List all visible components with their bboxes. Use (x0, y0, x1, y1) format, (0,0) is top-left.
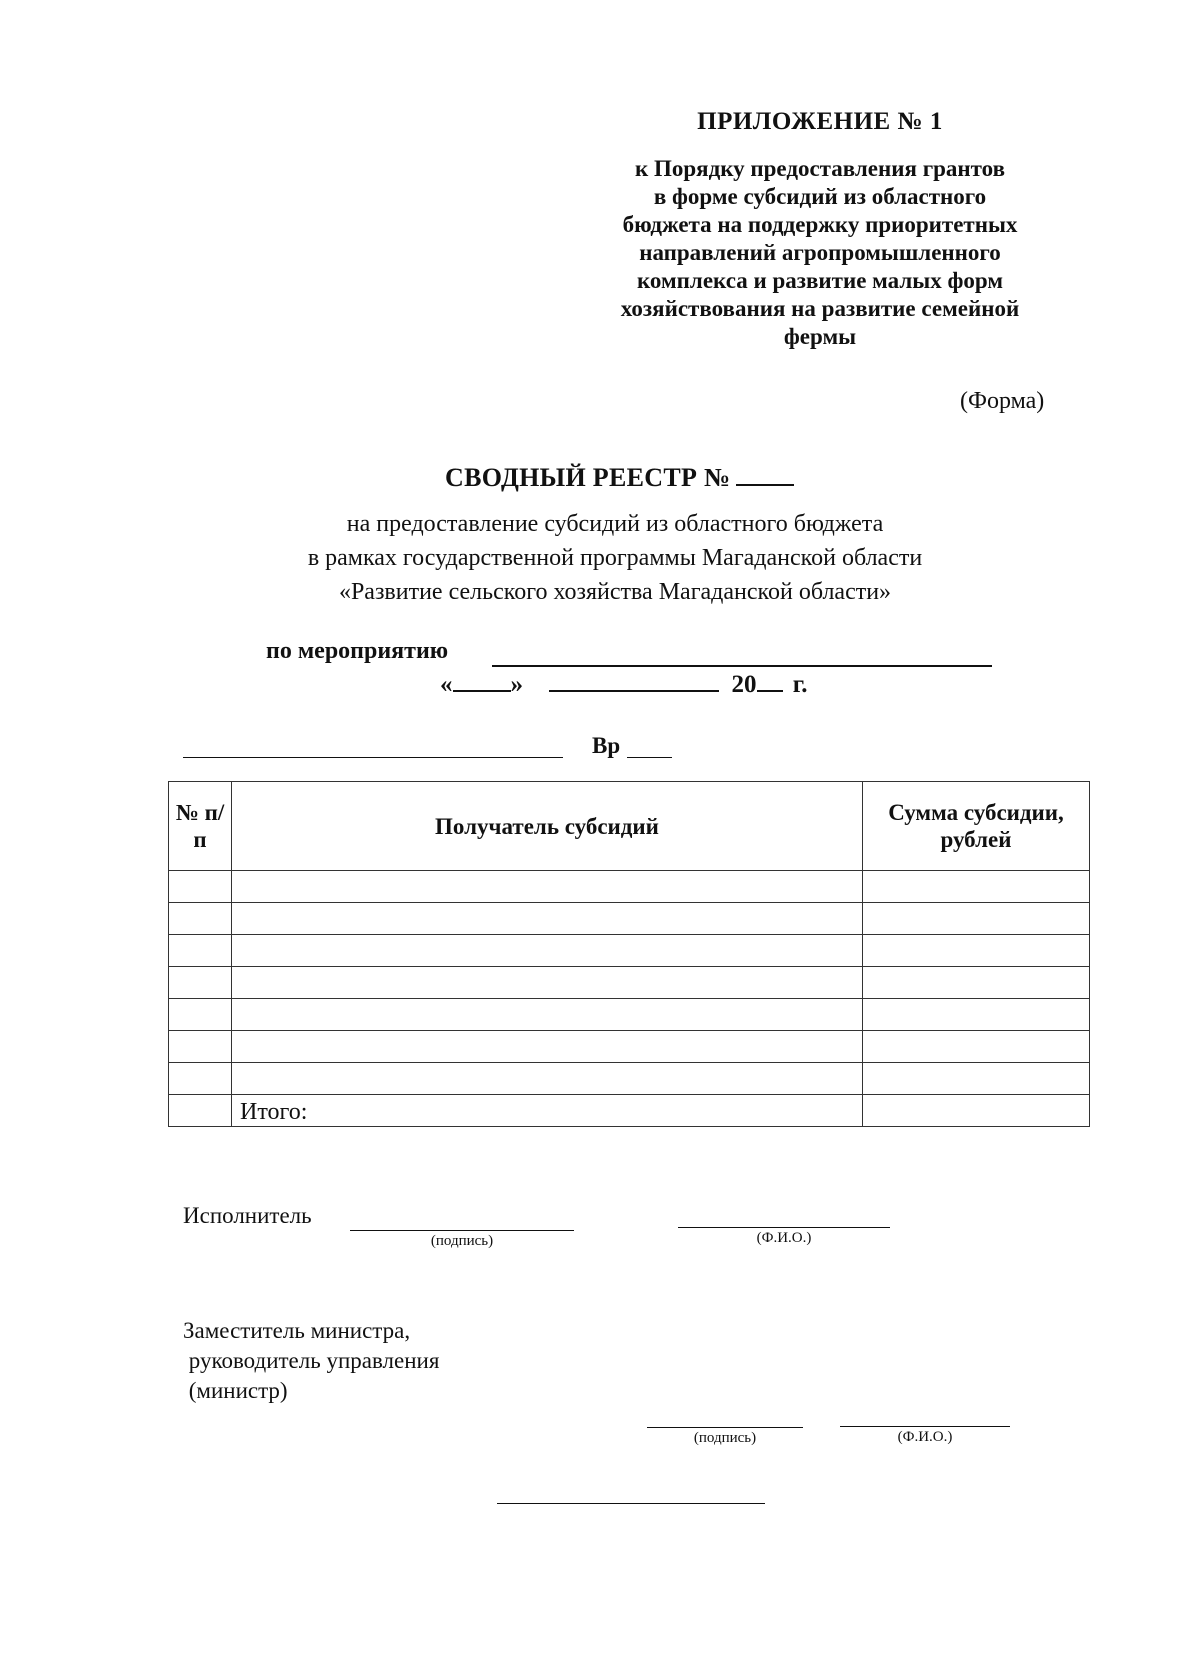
registry-table (168, 781, 1090, 1127)
total-amount-cell[interactable] (863, 1095, 1090, 1127)
executor-label: Исполнитель (183, 1203, 312, 1228)
event-label: по мероприятию (266, 638, 449, 664)
table-row (169, 871, 1090, 903)
date-close-quote: » (510, 671, 523, 698)
cell-number[interactable] (169, 903, 232, 935)
executor-signature-caption: (подпись) (430, 1233, 494, 1249)
registry-subtitle (200, 507, 1030, 609)
table-header-row (169, 782, 1090, 871)
deputy-line: Заместитель министра, (183, 1318, 411, 1343)
table-row (169, 1063, 1090, 1095)
subtitle-line: на предоставление субсидий из областного бюджета (346, 511, 884, 537)
cell-recipient[interactable] (232, 967, 863, 999)
appendix-reference-line: к Порядку предоставления грантов (634, 156, 1006, 181)
appendix-reference-line: хозяйствования на развитие семейной (620, 296, 1020, 321)
form-label: (Форма) (960, 388, 1045, 414)
cell-recipient[interactable] (232, 1031, 863, 1063)
cell-number[interactable] (169, 935, 232, 967)
registry-title (445, 463, 794, 493)
header-number: № п/п (169, 782, 232, 871)
header-amount: Сумма субсидии, рублей (863, 782, 1090, 871)
table-row (169, 935, 1090, 967)
date-day-blank[interactable] (453, 672, 511, 692)
event-blank-line[interactable] (492, 665, 992, 667)
table-total-row (169, 1095, 1090, 1127)
cell-recipient[interactable] (232, 1063, 863, 1095)
vr-label: Вр (592, 733, 621, 758)
date-open-quote: « (440, 671, 453, 698)
appendix-title: ПРИЛОЖЕНИЕ № 1 (697, 108, 943, 135)
table-row (169, 967, 1090, 999)
date-year-suffix: г. (792, 671, 808, 698)
cell-recipient[interactable] (232, 871, 863, 903)
deputy-signature-caption: (подпись) (693, 1430, 757, 1446)
deputy-name-caption: (Ф.И.О.) (897, 1429, 953, 1445)
date-row (440, 671, 808, 699)
table-row (169, 1031, 1090, 1063)
deputy-minister-block (183, 1316, 439, 1406)
table-row (169, 999, 1090, 1031)
cell-number[interactable] (169, 967, 232, 999)
executor-name-caption: (Ф.И.О.) (756, 1230, 812, 1246)
bottom-separator-line (497, 1503, 765, 1504)
organization-blank-line[interactable] (183, 757, 563, 758)
appendix-reference (560, 155, 1080, 351)
cell-number[interactable] (169, 1063, 232, 1095)
executor-signature-line[interactable] (350, 1230, 574, 1231)
deputy-line: (министр) (183, 1378, 288, 1403)
cell-amount[interactable] (863, 999, 1090, 1031)
cell-amount[interactable] (863, 1063, 1090, 1095)
deputy-line: руководитель управления (183, 1348, 440, 1373)
cell-recipient[interactable] (232, 999, 863, 1031)
deputy-signature-line[interactable] (647, 1427, 803, 1428)
cell-number[interactable] (169, 1031, 232, 1063)
appendix-reference-line: фермы (783, 324, 857, 349)
cell-amount[interactable] (863, 871, 1090, 903)
appendix-reference-line: комплекса и развитие малых форм (636, 268, 1004, 293)
date-month-blank[interactable] (549, 672, 719, 692)
registry-title-text: СВОДНЫЙ РЕЕСТР № (445, 463, 731, 492)
cell-amount[interactable] (863, 967, 1090, 999)
appendix-reference-line: в форме субсидий из областного (653, 184, 987, 209)
cell-recipient[interactable] (232, 903, 863, 935)
cell-number[interactable] (169, 999, 232, 1031)
date-year-prefix: 20 (731, 671, 757, 698)
appendix-reference-line: бюджета на поддержку приоритетных (622, 212, 1018, 237)
executor-name-line[interactable] (678, 1227, 890, 1228)
date-year-blank[interactable] (757, 672, 783, 692)
table-row (169, 903, 1090, 935)
header-recipient: Получатель субсидий (232, 782, 863, 871)
registry-number-blank[interactable] (736, 466, 794, 486)
cell-number (169, 1095, 232, 1127)
total-label: Итого: (232, 1095, 863, 1127)
cell-amount[interactable] (863, 903, 1090, 935)
vr-blank-line[interactable] (627, 757, 672, 758)
appendix-reference-line: направлений агропромышленного (639, 240, 1001, 265)
subtitle-line: «Развитие сельского хозяйства Магаданской области» (338, 579, 892, 605)
cell-number[interactable] (169, 871, 232, 903)
cell-recipient[interactable] (232, 935, 863, 967)
subtitle-line: в рамках государственной программы Магаданской области (307, 545, 923, 571)
cell-amount[interactable] (863, 935, 1090, 967)
deputy-name-line[interactable] (840, 1426, 1010, 1427)
cell-amount[interactable] (863, 1031, 1090, 1063)
